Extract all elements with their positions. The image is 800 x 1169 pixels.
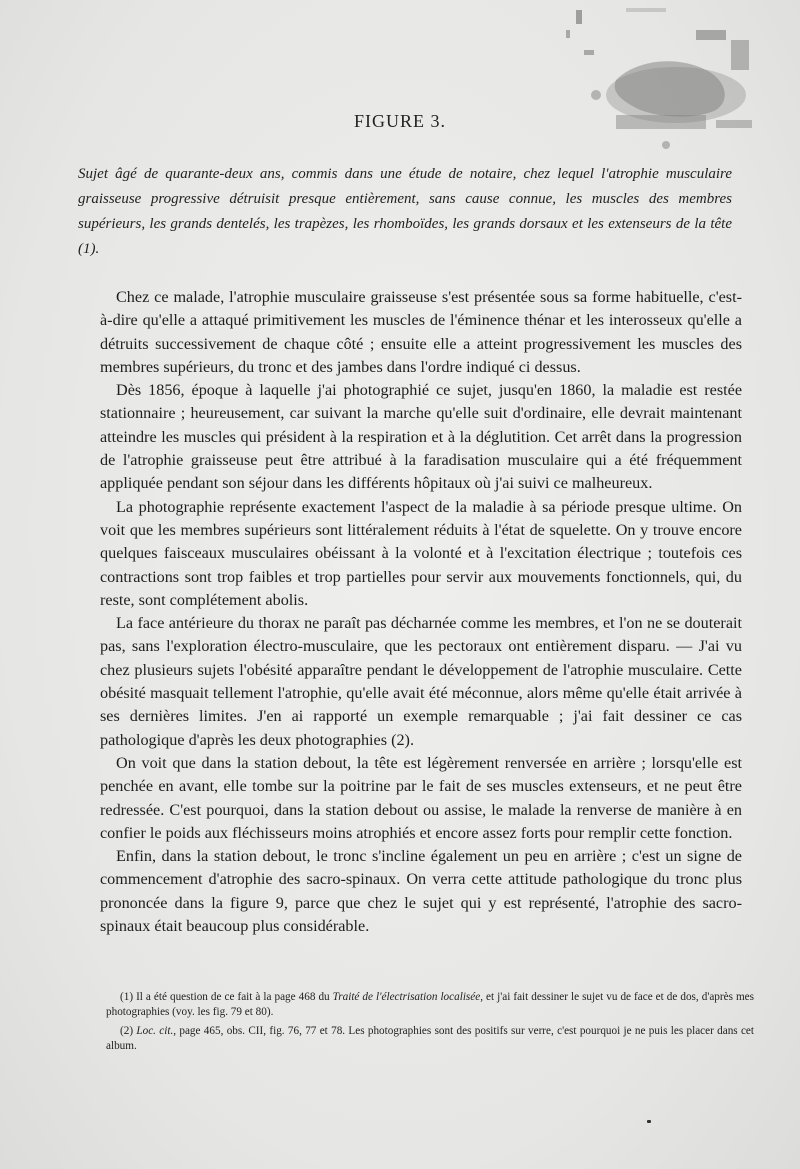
paragraph: On voit que dans la station debout, la tête est légèrement renversée en arrière ; lorsqu'elle est penchée en avant, elle tombe sur la poitrine par le fait de ses muscles extenseurs, et ne peut être redressée. C'est pourquoi, dans la station debout ou assise, le malade la renverse de manière à en confier le poids aux fléchisseurs moins atrophiés et encore assez forts pour remplir cette fonction. bbox=[100, 753, 742, 842]
paragraph: Enfin, dans la station debout, le tronc s'incline également un peu en arrière ; c'est un signe de commencement d'atrophie des sacro-spinaux. On verra cette attitude pathologique du tronc plus prononcée dans la figure 9, parce que chez le sujet qui y est représenté, l'atrophie des sacro-spinaux était beaucoup plus considérable. bbox=[100, 847, 742, 936]
ink-speck bbox=[647, 1120, 651, 1123]
footnote-2: (2) Loc. cit., page 465, obs. CII, fig. 76, 77 et 78. Les photographies sont des positifs sur verre, c'est pourquoi je ne puis les placer dans cet album. bbox=[106, 1025, 755, 1052]
paragraph: Dès 1856, époque à laquelle j'ai photographié ce sujet, jusqu'en 1860, la maladie est restée stationnaire ; heureusement, car suivant la marche qu'elle suit d'ordinaire, elle devrait maintenant atteindre les muscles qui président à la respiration et à la déglutition. Cet arrêt dans la progression de l'atrophie graisseuse peut être attribué à la faradisation musculaire qui a été fréquemment appliquée pendant son séjour dans les différents hôpitaux où j'ai suivi ce malheureux. bbox=[100, 381, 742, 493]
paragraph: Chez ce malade, l'atrophie musculaire graisseuse s'est présentée sous sa forme habituelle, c'est-à-dire qu'elle a attaqué primitivement les muscles de l'éminence thénar et les interosseux qu'elle a détruits successivement de chaque côté ; ensuite elle a atteint progressivement les muscles des membres supérieurs, du tronc et des jambes dans l'ordre indiqué ci dessus. bbox=[100, 288, 742, 376]
paragraph: La face antérieure du thorax ne paraît pas décharnée comme les membres, et l'on ne se douterait pas, sans l'exploration électro-musculaire, que les pectoraux ont entièrement disparu. — J'ai vu chez plusieurs sujets l'obésité apparaître pendant le développement de l'atrophie musculaire. Cette obésité masquait tellement l'atrophie, qu'elle avait été méconnue, alors même qu'elle était arrivée à ses dernières limites. J'en ai rapporté un exemple remarquable ; j'ai fait dessiner ce cas pathologique d'après les deux photographies (2). bbox=[100, 614, 742, 749]
footnote-1: (1) Il a été question de ce fait à la page 468 du Traité de l'électrisation localisée, et j'ai fait dessiner le sujet vu de face et de dos, d'après mes photographies (voy. les fig. 79 et 80). bbox=[106, 991, 754, 1018]
library-stamp bbox=[556, 0, 770, 160]
figure-caption: Sujet âgé de quarante-deux ans, commis dans une étude de notaire, chez lequel l'atrophie musculaire graisseuse progressive détruisit presque entièrement, sans cause connue, les muscles des membres supérieurs, les grands dentelés, les trapèzes, les rhomboïdes, les grands dorsaux et les extenseurs de la tête (1). bbox=[78, 166, 732, 257]
footnotes bbox=[106, 990, 754, 1058]
body-text bbox=[100, 286, 742, 938]
paragraph: La photographie représente exactement l'aspect de la maladie à sa période presque ultime. On voit que les membres supérieurs sont littéralement réduits à l'état de squelette. On y trouve encore quelques faisceaux musculaires obéissant à la volonté et à l'excitation électrique ; toutefois ces contractions sont trop faibles et trop partielles pour servir aux mouvements fonctionnels, qui, du reste, sont complétement abolis. bbox=[100, 497, 742, 609]
figure-title: FIGURE 3. bbox=[353, 111, 446, 131]
